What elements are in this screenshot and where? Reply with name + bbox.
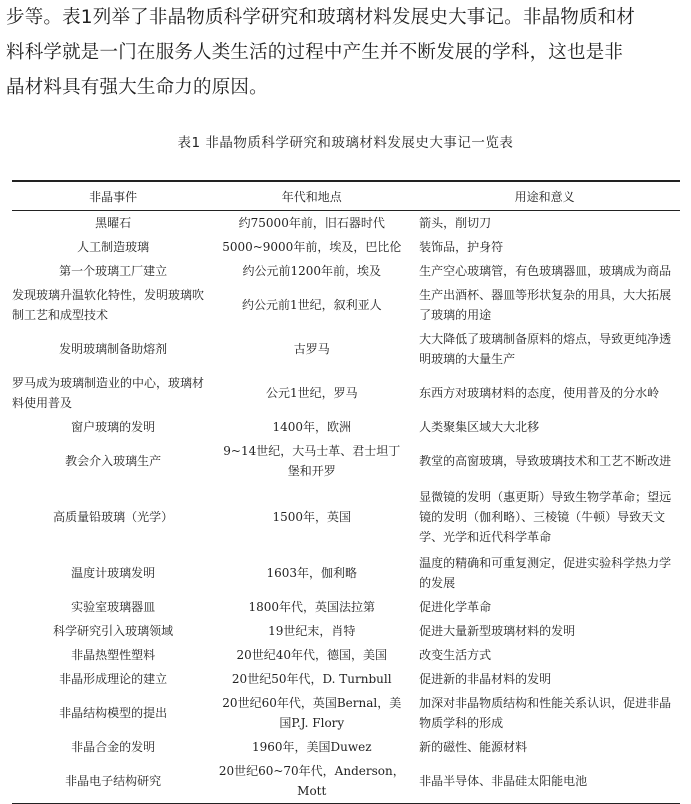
event-cell: 非晶热塑性塑料: [71, 648, 156, 662]
table-row: [12, 691, 680, 735]
time-place-cell: 1400年，欧洲: [272, 420, 352, 434]
intro-paragraph: [6, 0, 688, 105]
event-cell: 罗马成为玻璃制造业的中心，玻璃材料使用普及: [12, 376, 205, 410]
table-row: [12, 667, 680, 691]
event-cell: 科学研究引入玻璃领域: [53, 624, 174, 638]
use-cell: 东西方对玻璃材料的态度，使用普及的分水岭: [419, 386, 660, 400]
use-cell: 非晶半导体、非晶硅太阳能电池: [409, 759, 680, 804]
column-header-time-place: 年代和地点: [214, 181, 409, 211]
event-cell: 非晶电子结构研究: [12, 759, 214, 804]
table-body: [12, 211, 680, 804]
table-row: [12, 643, 680, 667]
time-place-cell: 1603年，伽利略: [266, 566, 358, 580]
event-cell: 高质量铅玻璃（光学）: [53, 510, 174, 524]
event-cell: 非晶形成理论的建立: [59, 672, 168, 686]
intro-line: 晶材料具有强大生命力的原因。: [6, 77, 268, 98]
time-place-cell: 9~14世纪，大马士革、君士坦丁堡和开罗: [223, 444, 401, 478]
time-place-cell: 20世纪60年代，英国Bernal，美国P.J. Flory: [222, 696, 402, 730]
time-place-cell: 20世纪40年代，德国，美国: [236, 648, 388, 662]
table-row: [12, 235, 680, 259]
table-row: [12, 211, 680, 236]
use-cell: 加深对非晶物质结构和性能关系认识，促进非晶物质学科的形成: [419, 696, 672, 730]
time-place-cell: 公元1世纪，罗马: [265, 386, 358, 400]
table-row: [12, 595, 680, 619]
table-row: [12, 327, 680, 371]
table-row: [12, 439, 680, 483]
table-row: [12, 735, 680, 759]
use-cell: 促进大量新型玻璃材料的发明: [419, 624, 576, 638]
table-row: [12, 283, 680, 327]
event-cell: 非晶合金的发明: [71, 740, 156, 754]
use-cell: 新的磁性、能源材料: [419, 740, 528, 754]
table-header: [12, 181, 680, 211]
table-row: [12, 483, 680, 551]
use-cell: 教堂的高窗玻璃，导致玻璃技术和工艺不断改进: [419, 454, 672, 468]
intro-line: 料科学就是一门在服务人类生活的过程中产生并不断发展的学科，这也是非: [6, 42, 624, 63]
event-cell: 发明玻璃制备助熔剂: [59, 342, 168, 356]
event-cell: 温度计玻璃发明: [71, 566, 156, 580]
use-cell: 改变生活方式: [419, 648, 492, 662]
table-row: [12, 371, 680, 415]
event-cell: 教会介入玻璃生产: [65, 454, 162, 468]
time-place-cell: 古罗马: [293, 342, 330, 356]
use-cell: 生产出酒杯、器皿等形状复杂的用具，大大拓展了玻璃的用途: [419, 288, 672, 322]
time-place-cell: 约公元前1世纪，叙利亚人: [241, 298, 382, 312]
use-cell: 显微镜的发明（惠更斯）导致生物学革命；望远镜的发明（伽利略）、三棱镜（牛顿）导致天文学、光学和近代科学革命: [419, 490, 672, 544]
time-place-cell: 1500年，英国: [272, 510, 352, 524]
time-place-cell: 约公元前1200年前，埃及: [242, 264, 382, 278]
table-row: [12, 619, 680, 643]
use-cell: 温度的精确和可重复测定，促进实验科学热力学的发展: [419, 556, 672, 590]
events-table-grid: [12, 180, 680, 804]
use-cell: 促进化学革命: [419, 600, 492, 614]
table-row: [12, 759, 680, 804]
event-cell: 非晶结构模型的提出: [59, 706, 168, 720]
use-cell: 装饰品，护身符: [419, 240, 504, 254]
event-cell: 发现玻璃升温软化特性，发明玻璃吹制工艺和成型技术: [12, 288, 205, 322]
intro-line: 步等。表1列举了非晶物质科学研究和玻璃材料发展史大事记。非晶物质和材: [6, 7, 636, 28]
use-cell: 箭头，削切刀: [419, 216, 492, 230]
events-table: [12, 180, 680, 804]
use-cell: 大大降低了玻璃制备原料的熔点，导致更纯净透明玻璃的大量生产: [419, 332, 672, 366]
column-header-event: 非晶事件: [12, 181, 214, 211]
event-cell: 黑曜石: [95, 216, 132, 230]
time-place-cell: 20世纪50年代，D. Turnbull: [231, 672, 392, 686]
event-cell: 实验室玻璃器皿: [71, 600, 156, 614]
event-cell: 窗户玻璃的发明: [71, 420, 156, 434]
use-cell: 生产空心玻璃管，有色玻璃器皿，玻璃成为商品: [419, 264, 672, 278]
event-cell: 第一个玻璃工厂建立: [59, 264, 168, 278]
event-cell: 人工制造玻璃: [77, 240, 150, 254]
table-row: [12, 551, 680, 595]
time-place-cell: 1800年代，英国法拉第: [248, 600, 376, 614]
table-header-row: [12, 181, 680, 211]
column-header-use: 用途和意义: [409, 181, 680, 211]
time-place-cell: 20世纪60~70年代，Anderson，Mott: [214, 759, 409, 804]
table-caption: 表1 非晶物质科学研究和玻璃材料发展史大事记一览表: [177, 135, 514, 151]
table-row: [12, 259, 680, 283]
time-place-cell: 约75000年前，旧石器时代: [238, 216, 385, 230]
use-cell: 促进新的非晶材料的发明: [419, 672, 552, 686]
time-place-cell: 5000~9000年前，埃及，巴比伦: [222, 240, 402, 254]
time-place-cell: 1960年，美国Duwez: [251, 740, 372, 754]
table-row: [12, 415, 680, 439]
use-cell: 人类聚集区域大大北移: [419, 420, 540, 434]
time-place-cell: 19世纪末，肖特: [268, 624, 356, 638]
